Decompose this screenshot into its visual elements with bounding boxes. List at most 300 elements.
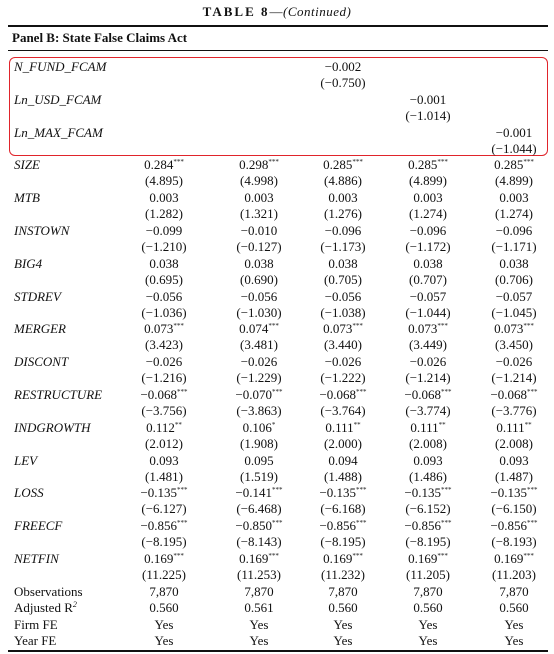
- coef-cell: [303, 157, 383, 173]
- footer-value: 0.560: [328, 600, 358, 616]
- coef-value: 0.169: [323, 551, 353, 566]
- coef-value: 0.169: [494, 551, 524, 566]
- t-stat-cell: (0.706): [495, 271, 533, 287]
- bottom-rule: [8, 650, 548, 652]
- coef-value: −0.141: [235, 485, 273, 501]
- top-rule: [8, 25, 548, 27]
- footer-value: 7,870: [413, 583, 443, 599]
- t-stat-row: [0, 239, 554, 255]
- coef-cell: [303, 354, 383, 370]
- footer-row: [0, 617, 554, 633]
- coef-value: 0.038: [413, 255, 443, 271]
- title-dash: —: [269, 4, 284, 19]
- coef-cell: [124, 256, 204, 272]
- coef-value: −0.856: [404, 518, 442, 534]
- coef-cell: [474, 256, 554, 272]
- coef-value: 0.111: [325, 419, 354, 435]
- significance-stars: ***: [527, 486, 538, 495]
- coef-value: 0.095: [244, 452, 274, 468]
- coef-value: −0.026: [240, 354, 278, 370]
- t-stat-cell: (−1.045): [491, 304, 537, 320]
- t-stat-cell: (4.998): [240, 173, 278, 189]
- t-stat-cell: (−1.214): [405, 370, 451, 386]
- coef-row: [0, 518, 554, 534]
- footer-label: [14, 600, 77, 616]
- coef-cell: [388, 256, 468, 272]
- t-stat-row: [0, 75, 554, 91]
- coef-cell: [219, 256, 299, 272]
- variable-label: LEV: [14, 452, 38, 468]
- variable-label: SIZE: [14, 157, 40, 173]
- footer-value: Yes: [418, 616, 438, 632]
- t-stat-row: [0, 469, 554, 485]
- coef-value: 0.112: [146, 419, 175, 435]
- variable-label: NETFIN: [14, 551, 59, 566]
- significance-stars: ***: [268, 158, 279, 167]
- footer-value: 7,870: [499, 583, 529, 599]
- coef-value: 0.111: [410, 419, 439, 435]
- coef-row: [0, 354, 554, 370]
- footer-value: 0.561: [244, 600, 274, 616]
- footer-value: Yes: [418, 633, 438, 648]
- t-stat-cell: (−0.127): [236, 239, 282, 254]
- coef-value: 0.093: [499, 452, 529, 468]
- coef-value: −0.026: [145, 354, 183, 370]
- significance-stars: ***: [177, 388, 188, 396]
- coef-cell: [474, 551, 554, 567]
- t-stat-cell: (0.690): [240, 271, 278, 287]
- coef-cell: [303, 223, 383, 239]
- t-stat-cell: (1.321): [240, 206, 278, 222]
- t-stat-cell: (−6.168): [320, 501, 366, 517]
- variable-label: INDGROWTH: [14, 419, 91, 435]
- coef-cell: [124, 289, 204, 305]
- significance-stars: ***: [356, 486, 367, 495]
- t-stat-cell: (−1.229): [236, 370, 282, 386]
- significance-stars: ***: [272, 486, 283, 495]
- coef-cell: [388, 387, 468, 403]
- coef-cell: [474, 518, 554, 534]
- significance-stars: ***: [173, 158, 184, 167]
- coef-value: −0.096: [409, 223, 447, 238]
- coef-row: [0, 256, 554, 272]
- t-stat-cell: (2.008): [409, 435, 447, 451]
- t-stat-cell: (−1.216): [141, 370, 187, 386]
- significance-stars: ***: [523, 158, 534, 167]
- variable-label: RESTRUCTURE: [14, 387, 103, 402]
- coef-cell: [388, 289, 468, 305]
- t-stat-cell: (3.423): [145, 337, 183, 353]
- coef-value: −0.135: [140, 485, 178, 501]
- t-stat-cell: (1.481): [145, 468, 183, 484]
- coef-value: 0.003: [499, 190, 529, 206]
- coef-value: 0.169: [144, 551, 174, 566]
- coef-cell: [219, 485, 299, 501]
- coef-cell: [388, 92, 468, 108]
- coef-value: 0.038: [149, 255, 179, 271]
- coef-cell: [124, 453, 204, 469]
- coef-value: −0.850: [235, 518, 273, 534]
- coef-value: −0.056: [324, 288, 362, 304]
- coef-cell: [474, 453, 554, 469]
- coef-value: −0.056: [240, 288, 278, 304]
- coef-row: [0, 125, 554, 141]
- significance-stars: ***: [356, 388, 367, 396]
- variable-label: MTB: [14, 190, 40, 206]
- significance-stars: ***: [441, 519, 452, 528]
- panel-rule: [8, 50, 548, 51]
- t-stat-cell: (−0.750): [320, 75, 366, 90]
- t-stat-cell: (−3.774): [405, 403, 451, 418]
- coef-cell: [219, 453, 299, 469]
- t-stat-cell: (−6.152): [405, 501, 451, 517]
- t-stat-cell: (4.886): [324, 173, 362, 189]
- t-stat-cell: (−3.863): [236, 403, 282, 418]
- footer-value: Yes: [333, 633, 353, 648]
- coef-row: [0, 551, 554, 567]
- coef-cell: [303, 289, 383, 305]
- coef-value: −0.057: [409, 288, 447, 304]
- t-stat-row: [0, 534, 554, 550]
- variable-label: Ln_USD_FCAM: [14, 91, 102, 107]
- t-stat-cell: (2.012): [145, 435, 183, 451]
- t-stat-cell: (−1.171): [491, 239, 537, 254]
- t-stat-cell: (2.000): [324, 435, 362, 451]
- t-stat-cell: (−1.036): [141, 304, 187, 320]
- coef-value: 0.094: [328, 452, 358, 468]
- variable-label: BIG4: [14, 255, 43, 271]
- coef-cell: [124, 551, 204, 567]
- coef-cell: [303, 518, 383, 534]
- footer-value: Yes: [333, 616, 353, 632]
- coef-row: [0, 223, 554, 239]
- t-stat-row: [0, 206, 554, 222]
- coef-row: [0, 387, 554, 403]
- coef-value: 0.003: [328, 190, 358, 206]
- coef-value: 0.073: [494, 321, 524, 337]
- significance-stars: ***: [437, 322, 448, 331]
- coef-cell: [219, 354, 299, 370]
- significance-stars: ***: [272, 519, 283, 528]
- coef-cell: [124, 190, 204, 206]
- footer-row: [0, 600, 554, 616]
- t-stat-cell: (11.203): [492, 567, 536, 582]
- t-stat-cell: (0.705): [324, 271, 362, 287]
- coef-value: 0.298: [239, 157, 269, 173]
- coef-cell: [303, 256, 383, 272]
- significance-stars: ***: [272, 388, 283, 396]
- coef-value: 0.038: [244, 255, 274, 271]
- coef-cell: [219, 387, 299, 403]
- t-stat-cell: (1.276): [324, 206, 362, 222]
- coef-value: −0.135: [490, 485, 528, 501]
- coef-value: 0.073: [323, 321, 353, 337]
- coef-value: 0.285: [408, 157, 438, 173]
- coef-cell: [474, 289, 554, 305]
- t-stat-cell: (0.707): [409, 271, 447, 287]
- title-continued: (Continued): [283, 4, 352, 19]
- variable-label: STDREV: [14, 288, 61, 304]
- coef-value: 0.003: [149, 190, 179, 206]
- coef-value: −0.096: [324, 223, 362, 238]
- footer-value: Yes: [504, 633, 524, 648]
- coef-cell: [474, 485, 554, 501]
- t-stat-row: [0, 173, 554, 189]
- footer-label-text: Adjusted R: [14, 600, 73, 616]
- coef-cell: [303, 59, 383, 75]
- significance-stars: ***: [356, 519, 367, 528]
- t-stat-cell: (−1.173): [320, 239, 366, 254]
- footer-label-text: Year FE: [14, 633, 57, 648]
- coef-cell: [303, 321, 383, 337]
- footer-value: 0.560: [499, 600, 529, 616]
- coef-value: −0.135: [319, 485, 357, 501]
- t-stat-row: [0, 567, 554, 583]
- t-stat-row: [0, 305, 554, 321]
- variable-label: FREECF: [14, 518, 63, 534]
- significance-stars: **: [524, 420, 532, 429]
- footer-label-text: Observations: [14, 583, 83, 599]
- coef-cell: [219, 420, 299, 436]
- coef-cell: [303, 190, 383, 206]
- coef-value: −0.068: [490, 387, 528, 402]
- footer-label: [14, 584, 83, 600]
- coef-cell: [219, 289, 299, 305]
- coef-cell: [219, 190, 299, 206]
- footer-row: [0, 584, 554, 600]
- significance-stars: *: [271, 420, 276, 429]
- t-stat-cell: (3.481): [240, 337, 278, 353]
- coef-row: [0, 321, 554, 337]
- t-stat-cell: (4.895): [145, 173, 183, 189]
- footer-label: [14, 633, 56, 649]
- coef-cell: [474, 420, 554, 436]
- coef-value: −0.001: [409, 91, 447, 107]
- coef-cell: [388, 321, 468, 337]
- t-stat-cell: (−6.468): [236, 501, 282, 517]
- coef-cell: [388, 157, 468, 173]
- t-stat-row: [0, 337, 554, 353]
- t-stat-cell: (−1.014): [405, 107, 451, 123]
- t-stat-cell: (1.908): [240, 435, 278, 451]
- significance-stars: ***: [352, 552, 363, 560]
- t-stat-row: [0, 370, 554, 386]
- variable-label: INSTOWN: [14, 223, 70, 238]
- coef-value: −0.068: [319, 387, 357, 402]
- significance-stars: ***: [173, 552, 184, 560]
- footer-value: Yes: [504, 616, 524, 632]
- coef-cell: [303, 485, 383, 501]
- coef-cell: [388, 223, 468, 239]
- coef-value: 0.038: [499, 255, 529, 271]
- coef-cell: [124, 518, 204, 534]
- coef-cell: [303, 551, 383, 567]
- coef-row: [0, 453, 554, 469]
- t-stat-cell: (−6.127): [141, 501, 187, 517]
- t-stat-cell: (−1.210): [141, 239, 187, 254]
- footer-value: Yes: [249, 616, 269, 632]
- t-stat-cell: (3.449): [409, 337, 447, 353]
- t-stat-cell: (1.488): [324, 468, 362, 484]
- coef-row: [0, 289, 554, 305]
- coef-cell: [124, 223, 204, 239]
- coef-value: 0.003: [413, 190, 443, 206]
- coef-cell: [474, 321, 554, 337]
- significance-stars: ***: [441, 486, 452, 495]
- table-title: [0, 4, 554, 20]
- coef-cell: [124, 387, 204, 403]
- t-stat-cell: (−1.044): [405, 304, 451, 320]
- significance-stars: ***: [437, 158, 448, 167]
- coef-cell: [219, 551, 299, 567]
- coef-value: −0.135: [404, 485, 442, 501]
- coef-value: 0.093: [149, 452, 179, 468]
- coef-cell: [219, 223, 299, 239]
- panel-title: Panel B: State False Claims Act: [12, 30, 188, 45]
- coef-cell: [474, 157, 554, 173]
- significance-stars: ***: [527, 519, 538, 528]
- coef-value: −0.001: [495, 124, 533, 140]
- coef-value: −0.057: [495, 288, 533, 304]
- t-stat-row: [0, 141, 554, 157]
- coef-row: [0, 190, 554, 206]
- t-stat-cell: (−1.030): [236, 304, 282, 320]
- t-stat-row: [0, 272, 554, 288]
- footer-value: 0.560: [413, 600, 443, 616]
- significance-stars: **: [353, 420, 361, 429]
- coef-cell: [474, 387, 554, 403]
- coef-value: −0.026: [409, 354, 447, 370]
- significance-stars: **: [438, 420, 446, 429]
- coef-cell: [388, 551, 468, 567]
- coef-value: −0.002: [324, 59, 362, 74]
- t-stat-row: [0, 108, 554, 124]
- coef-value: 0.285: [494, 157, 524, 173]
- coef-value: −0.068: [140, 387, 178, 402]
- coef-cell: [124, 321, 204, 337]
- t-stat-cell: (−8.193): [491, 534, 537, 550]
- coef-cell: [474, 125, 554, 141]
- coef-value: 0.093: [413, 452, 443, 468]
- coef-row: [0, 157, 554, 173]
- footer-value: 0.560: [149, 600, 179, 616]
- footer-value: Yes: [249, 633, 269, 648]
- coef-cell: [474, 223, 554, 239]
- t-stat-cell: (−8.195): [320, 534, 366, 550]
- footer-label-text: Firm FE: [14, 616, 58, 632]
- t-stat-row: [0, 403, 554, 419]
- coef-cell: [388, 453, 468, 469]
- t-stat-cell: (−1.044): [491, 140, 537, 156]
- significance-stars: ***: [523, 322, 534, 331]
- coef-cell: [474, 354, 554, 370]
- coef-row: [0, 59, 554, 75]
- significance-stars: **: [174, 420, 182, 429]
- significance-stars: ***: [268, 322, 279, 331]
- t-stat-cell: (−1.172): [405, 239, 451, 254]
- coef-value: −0.070: [235, 387, 273, 402]
- footer-value: Yes: [154, 633, 174, 648]
- significance-stars: ***: [173, 322, 184, 331]
- t-stat-cell: (4.899): [495, 173, 533, 189]
- coef-value: −0.026: [324, 354, 362, 370]
- coef-value: 0.111: [496, 419, 525, 435]
- t-stat-cell: (−3.756): [141, 403, 187, 418]
- coef-value: 0.285: [323, 157, 353, 173]
- coef-value: −0.056: [145, 288, 183, 304]
- significance-stars: ***: [352, 158, 363, 167]
- t-stat-cell: (1.519): [240, 468, 278, 484]
- t-stat-cell: (1.274): [409, 206, 447, 222]
- coef-cell: [388, 190, 468, 206]
- t-stat-cell: (1.487): [495, 468, 533, 484]
- coef-cell: [124, 420, 204, 436]
- t-stat-cell: (2.008): [495, 435, 533, 451]
- t-stat-row: [0, 501, 554, 517]
- coef-value: −0.099: [145, 223, 183, 238]
- r-squared-superscript: 2: [72, 600, 77, 610]
- coef-cell: [124, 354, 204, 370]
- significance-stars: ***: [268, 552, 279, 560]
- coef-value: −0.096: [495, 223, 533, 238]
- t-stat-cell: (−3.764): [320, 403, 366, 418]
- footer-value: 7,870: [328, 583, 358, 599]
- coef-value: −0.856: [319, 518, 357, 534]
- coef-cell: [388, 518, 468, 534]
- coef-cell: [219, 157, 299, 173]
- t-stat-cell: (1.282): [145, 206, 183, 222]
- coef-cell: [124, 485, 204, 501]
- coef-value: 0.169: [239, 551, 269, 566]
- t-stat-cell: (11.225): [142, 567, 186, 582]
- coef-cell: [219, 321, 299, 337]
- significance-stars: ***: [177, 519, 188, 528]
- t-stat-row: [0, 436, 554, 452]
- coef-value: 0.169: [408, 551, 438, 566]
- significance-stars: ***: [437, 552, 448, 560]
- footer-value: Yes: [154, 616, 174, 632]
- t-stat-cell: (3.440): [324, 337, 362, 353]
- coef-value: −0.856: [490, 518, 528, 534]
- coef-cell: [124, 157, 204, 173]
- t-stat-cell: (−8.143): [236, 534, 282, 550]
- coef-row: [0, 92, 554, 108]
- coef-value: 0.073: [144, 321, 174, 337]
- footer-value: 7,870: [149, 583, 179, 599]
- coef-value: −0.010: [240, 223, 278, 238]
- significance-stars: ***: [177, 486, 188, 495]
- coef-row: [0, 420, 554, 436]
- significance-stars: ***: [523, 552, 534, 560]
- coef-value: −0.856: [140, 518, 178, 534]
- t-stat-cell: (11.232): [321, 567, 365, 582]
- significance-stars: ***: [441, 388, 452, 396]
- coef-cell: [303, 387, 383, 403]
- variable-label: MERGER: [14, 321, 66, 337]
- coef-cell: [219, 518, 299, 534]
- coef-cell: [388, 485, 468, 501]
- coef-value: −0.026: [495, 354, 533, 370]
- table-title-main: TABLE 8: [202, 4, 270, 19]
- coef-value: 0.038: [328, 255, 358, 271]
- t-stat-cell: (−8.195): [405, 534, 451, 550]
- coef-cell: [474, 190, 554, 206]
- footer-label: [14, 617, 58, 633]
- coef-value: 0.073: [408, 321, 438, 337]
- variable-label: DISCONT: [14, 354, 69, 370]
- coef-cell: [388, 420, 468, 436]
- coef-value: 0.284: [144, 157, 174, 173]
